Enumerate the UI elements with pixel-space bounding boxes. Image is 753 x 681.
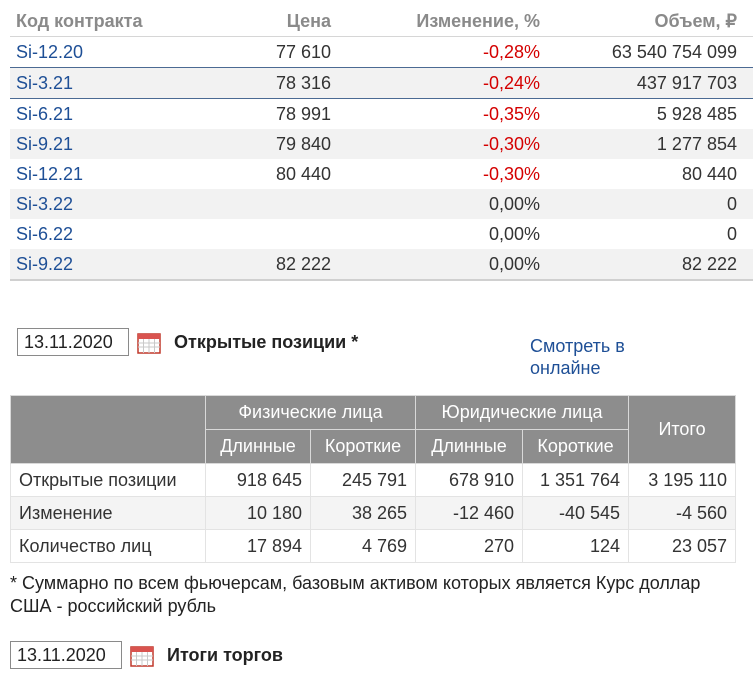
contract-link[interactable]: Si-6.22 [16,223,74,244]
trading-results-title: Итоги торгов [167,645,283,665]
change-cell: 0,00% [337,189,546,219]
value-cell: 4 769 [311,530,416,563]
volume-cell: 0 [546,189,753,219]
positions-group-header-row [11,396,736,430]
contract-link[interactable]: Si-9.21 [16,133,74,154]
header-price[interactable]: Цена [192,6,337,37]
volume-cell: 63 540 754 099 [546,37,753,68]
value-cell: 270 [416,530,523,563]
value-cell: 1 351 764 [523,464,629,497]
change-cell: 0,00% [488,223,540,244]
volume-cell: 1 277 854 [546,129,753,159]
header-volume[interactable]: Объем, ₽ [546,6,753,37]
trading-results-date-input[interactable] [10,641,122,669]
total-cell: -4 560 [629,497,736,530]
price-cell [192,219,337,249]
price-cell: 78 316 [192,68,337,99]
calendar-icon[interactable] [130,645,154,667]
value-cell: -40 545 [523,497,629,530]
row-label: Количество лиц [11,530,206,563]
price-cell: 77 610 [192,37,337,68]
volume-cell: 82 222 [546,249,753,280]
change-cell: -0,30% [337,129,546,159]
header-legal-entities: Юридические лица [416,396,629,430]
header-legal-long: Длинные [416,430,523,464]
change-cell: 0,00% [337,249,546,280]
header-individuals-long: Длинные [206,430,311,464]
open-positions-date-input[interactable] [17,328,129,356]
value-cell: 245 791 [311,464,416,497]
header-change[interactable]: Изменение, % [337,6,546,37]
table-row [10,159,753,189]
price-cell [192,189,337,219]
change-cell: -0,28% [337,37,546,68]
view-online-link[interactable]: Смотреть в онлайне [530,336,625,378]
contract-link[interactable]: Si-12.20 [16,41,84,62]
change-cell: -0,30% [482,163,540,184]
table-row [10,37,753,68]
header-total: Итого [629,396,736,464]
contract-link[interactable]: Si-3.21 [16,72,74,93]
row-label: Изменение [11,497,206,530]
table-row [10,99,753,130]
table-row [10,129,753,159]
price-cell: 80 440 [275,163,331,184]
row-label: Открытые позиции [11,464,206,497]
header-legal-short: Короткие [523,430,629,464]
value-cell: 124 [523,530,629,563]
change-cell: -0,24% [337,68,546,99]
total-cell: 3 195 110 [629,464,736,497]
contract-link[interactable]: Si-6.21 [16,103,74,124]
volume-cell: 80 440 [681,163,737,184]
footnote: * Суммарно по всем фьючерсам, базовым активом которых является Курс доллар США - российский рубль [10,573,701,616]
table-row [10,189,753,219]
calendar-icon[interactable] [137,332,161,354]
contract-link[interactable]: Si-9.22 [16,253,74,274]
header-contract-code[interactable]: Код контракта [10,6,192,37]
value-cell: 17 894 [206,530,311,563]
value-cell: 38 265 [311,497,416,530]
table-row [10,219,753,249]
table-row [10,68,753,99]
volume-cell: 0 [726,223,737,244]
contracts-header-row [10,6,753,37]
value-cell: 918 645 [206,464,311,497]
value-cell: 678 910 [416,464,523,497]
header-individuals-short: Короткие [311,430,416,464]
contracts-table [10,6,753,281]
open-positions-table [10,395,736,563]
table-row [11,464,736,497]
contract-link[interactable]: Si-3.22 [16,193,74,214]
total-cell: 23 057 [629,530,736,563]
table-row [10,249,753,280]
value-cell: -12 460 [416,497,523,530]
open-positions-title: Открытые позиции * [174,332,359,352]
table-row [11,497,736,530]
header-individuals: Физические лица [206,396,416,430]
price-cell: 82 222 [192,249,337,280]
volume-cell: 5 928 485 [656,103,737,124]
contract-link[interactable]: Si-12.21 [16,163,84,184]
price-cell: 79 840 [192,129,337,159]
price-cell: 78 991 [275,103,331,124]
change-cell: -0,35% [482,103,540,124]
header-empty-cell [11,396,206,464]
table-row [11,530,736,563]
value-cell: 10 180 [206,497,311,530]
volume-cell: 437 917 703 [546,68,753,99]
